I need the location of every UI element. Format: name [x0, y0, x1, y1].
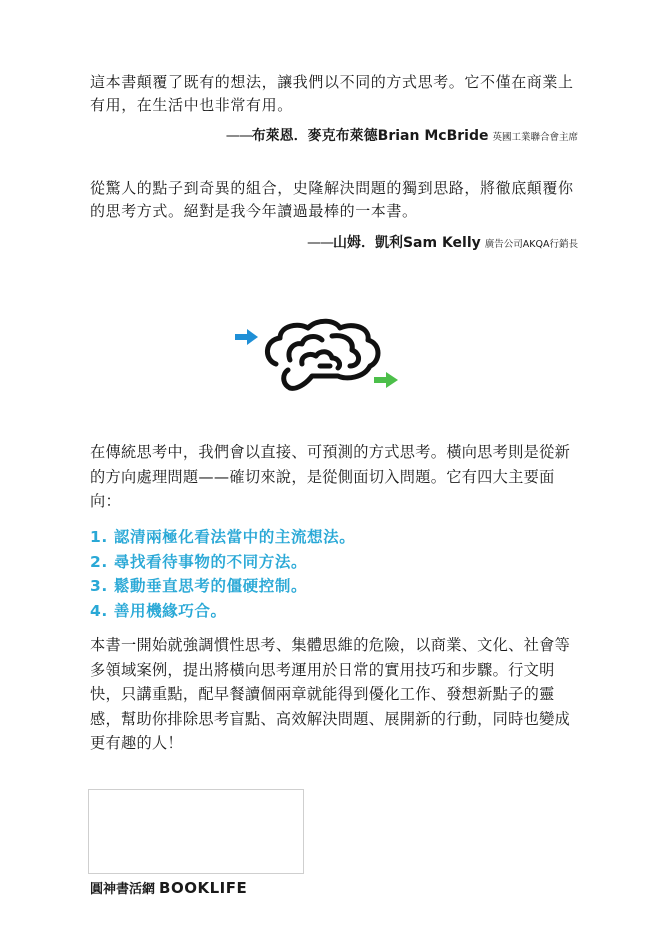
quote-1-text: 這本書顛覆了既有的想法，讓我們以不同的方式思考。它不僅在商業上有用，在生活中也非常有用。 [90, 73, 574, 114]
intro-paragraph: 在傳統思考中，我們會以直接、可預測的方式思考。橫向思考則是從新的方向處理問題——確切來說，是從側面切入問題。它有四大主要面向： [90, 443, 571, 510]
publisher-name: 圓神書活網 [90, 882, 156, 897]
barcode-box [88, 789, 304, 874]
key-point-1: 1. 認清兩極化看法當中的主流想法。 [90, 528, 356, 546]
key-points-list [90, 525, 355, 623]
quote-2-title: 廣告公司AKQA行銷長 [484, 239, 578, 250]
brain-icon [267, 321, 378, 388]
key-point-4: 4. 善用機緣巧合。 [90, 601, 227, 620]
right-arrow-icon [374, 372, 398, 388]
brain-with-arrows-icon [232, 318, 432, 398]
quote-1-title: 英國工業聯合會主席 [492, 132, 578, 143]
quote-1-dash: —— [225, 128, 252, 144]
quote-2-name: 山姆．凱利Sam Kelly [332, 235, 481, 251]
quote-2-text: 從驚人的點子到奇異的組合，史隆解決問題的獨到思路，將徹底顛覆你的思考方式。絕對是我今年讀過最棒的一本書。 [90, 179, 574, 220]
left-arrow-icon [235, 329, 258, 345]
quote-2-attribution [307, 232, 578, 252]
publisher-footer [90, 878, 247, 897]
summary-paragraph: 本書一開始就強調慣性思考、集體思維的危險，以商業、文化、社會等多領域案例，提出將橫向思考運用於日常的實用技巧和步驟。行文明快，只講重點，配早餐讀個兩章就能得到優化工作、發想新點子的靈感，幫助你排除思考盲點、高效解決問題、展開新的行動，同時也變成更有趣的人！ [90, 636, 571, 752]
quote-1-name: 布萊恩．麥克布萊德Brian McBride [251, 128, 489, 144]
quote-2-dash: —— [306, 235, 333, 251]
key-point-3: 3. 鬆動垂直思考的僵硬控制。 [90, 577, 308, 595]
quote-1-attribution [226, 125, 578, 145]
key-point-2: 2. 尋找看待事物的不同方法。 [90, 552, 308, 571]
booklife-logo: BOOKLIFE [159, 879, 248, 897]
